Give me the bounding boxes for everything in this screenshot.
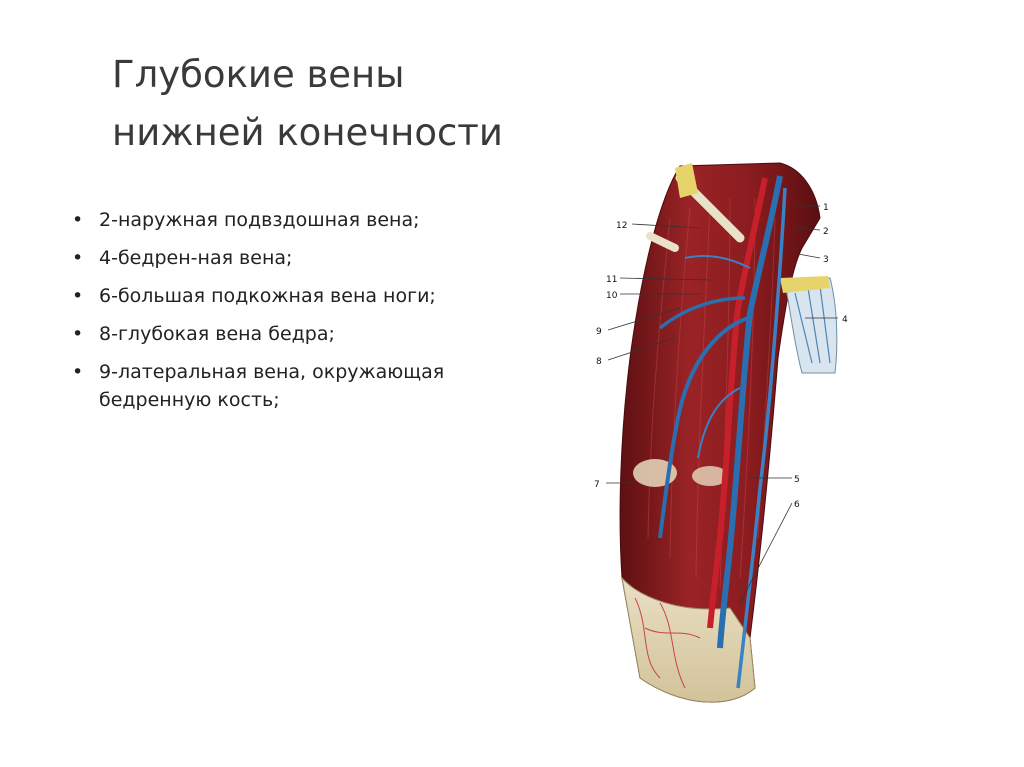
label-9: 9 (596, 327, 602, 337)
bullet-dot: • (72, 361, 84, 383)
label-11: 11 (606, 275, 618, 285)
bullet-item (72, 244, 472, 272)
bullet-text: 2-наружная подвздошная вена; (99, 209, 420, 231)
label-8: 8 (596, 357, 602, 367)
bullet-text: 6-большая подкожная вена ноги; (99, 285, 436, 307)
title-line-2: нижней конечности (112, 111, 503, 154)
label-2: 2 (823, 227, 829, 237)
label-5: 5 (794, 475, 800, 485)
label-7: 7 (594, 480, 600, 490)
label-3: 3 (823, 255, 829, 265)
bullet-dot: • (72, 285, 84, 307)
slide-title (112, 46, 592, 162)
bullet-item (72, 206, 472, 234)
bullet-text: 8-глубокая вена бедра; (99, 323, 335, 345)
label-1: 1 (823, 203, 829, 213)
bullet-item (72, 282, 472, 310)
bullet-text: 9-латеральная вена, окружающая бедренную кость; (99, 361, 445, 411)
bullet-dot: • (72, 247, 84, 269)
anatomy-illustration (580, 158, 870, 718)
bullet-item (72, 358, 472, 414)
label-12: 12 (616, 221, 628, 231)
label-10: 10 (606, 291, 618, 301)
label-6: 6 (794, 500, 800, 510)
bullet-item (72, 320, 472, 348)
bullet-dot: • (72, 323, 84, 345)
thigh-veins-drawing (580, 158, 870, 718)
label-4: 4 (842, 315, 848, 325)
bullet-dot: • (72, 209, 84, 231)
bullet-list (72, 206, 472, 424)
title-line-1: Глубокие вены (112, 53, 405, 96)
bullet-text: 4-бедрен-ная вена; (99, 247, 293, 269)
